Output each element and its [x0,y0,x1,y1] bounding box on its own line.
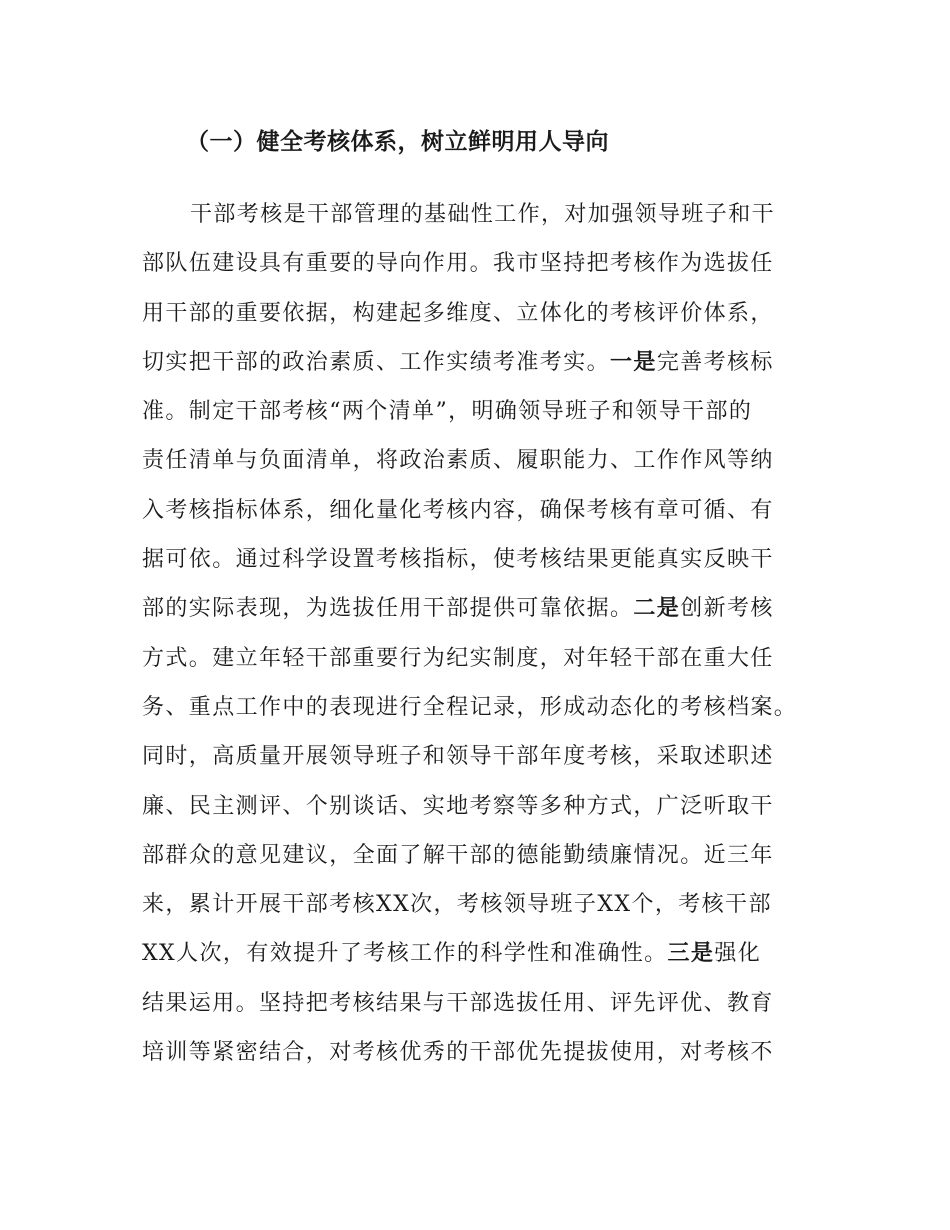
text-line [142,486,842,535]
text-segment: 据可依。通过科学设置考核指标，使考核结果更能真实反映干 [142,547,774,573]
text-line [142,289,842,338]
text-segment: 干部考核是干部管理的基础性工作，对加强领导班子和干 [190,202,776,227]
text-segment: 入考核指标体系，细化量化考核内容，确保考核有章可循、有 [142,497,774,523]
text-line [142,831,842,880]
text-segment: 切实把干部的政治素质、工作实绩考准考实。 [142,349,611,375]
text-segment: 同时，高质量开展领导班子和领导干部年度考核，采取述职述 [142,744,774,770]
text-segment: 方式。建立年轻干部重要行为纪实制度，对年轻干部在重大任 [142,645,774,671]
text-segment: XX人次，有效提升了考核工作的科学性和准确性。 [142,941,668,967]
section-heading: （一）健全考核体系，树立鲜明用人导向 [186,129,609,155]
text-line [142,190,842,239]
text-line [142,535,842,584]
text-line [142,436,842,485]
text-segment: 结果运用。坚持把考核结果与干部选拔任用、评先评优、教育 [142,990,774,1016]
text-segment: 培训等紧密结合，对考核优秀的干部优先提拔使用，对考核不 [142,1040,774,1066]
text-line [142,732,842,781]
text-segment: 准。制定干部考核“两个清单”，明确领导班子和领导干部的 [142,399,753,425]
text-line [142,634,842,683]
text-line [142,1028,842,1077]
text-segment: 完善考核标 [656,349,774,375]
body-paragraph [142,190,842,1077]
text-line [142,880,842,929]
text-segment: 强化 [714,941,762,967]
text-segment: 务、重点工作中的表现进行全程记录，形成动态化的考核档案。 [142,694,798,720]
text-line [142,239,842,288]
emphasis-text: 一是 [610,349,657,375]
text-line [142,929,842,978]
text-segment: 部的实际表现，为选拔任用干部提供可靠依据。 [142,596,634,622]
text-line [142,387,842,436]
text-line [142,338,842,387]
text-segment: 廉、民主测评、个别谈话、实地考察等多种方式，广泛听取干 [142,793,774,819]
text-segment: 来，累计开展干部考核XX次，考核领导班子XX个，考核干部 [142,892,772,918]
text-segment: 用干部的重要依据，构建起多维度、立体化的考核评价体系， [142,300,774,326]
text-segment: 创新考核 [680,596,774,622]
emphasis-text: 二是 [633,596,681,622]
emphasis-text: 三是 [667,941,715,967]
text-line [142,683,842,732]
text-line [142,782,842,831]
text-line [142,584,842,633]
text-segment: 部队伍建设具有重要的导向作用。我市坚持把考核作为选拔任 [142,251,774,277]
text-segment: 责任清单与负面清单，将政治素质、履职能力、工作作风等纳 [142,448,774,474]
text-line [142,979,842,1028]
text-segment: 部群众的意见建议，全面了解干部的德能勤绩廉情况。近三年 [142,842,774,868]
